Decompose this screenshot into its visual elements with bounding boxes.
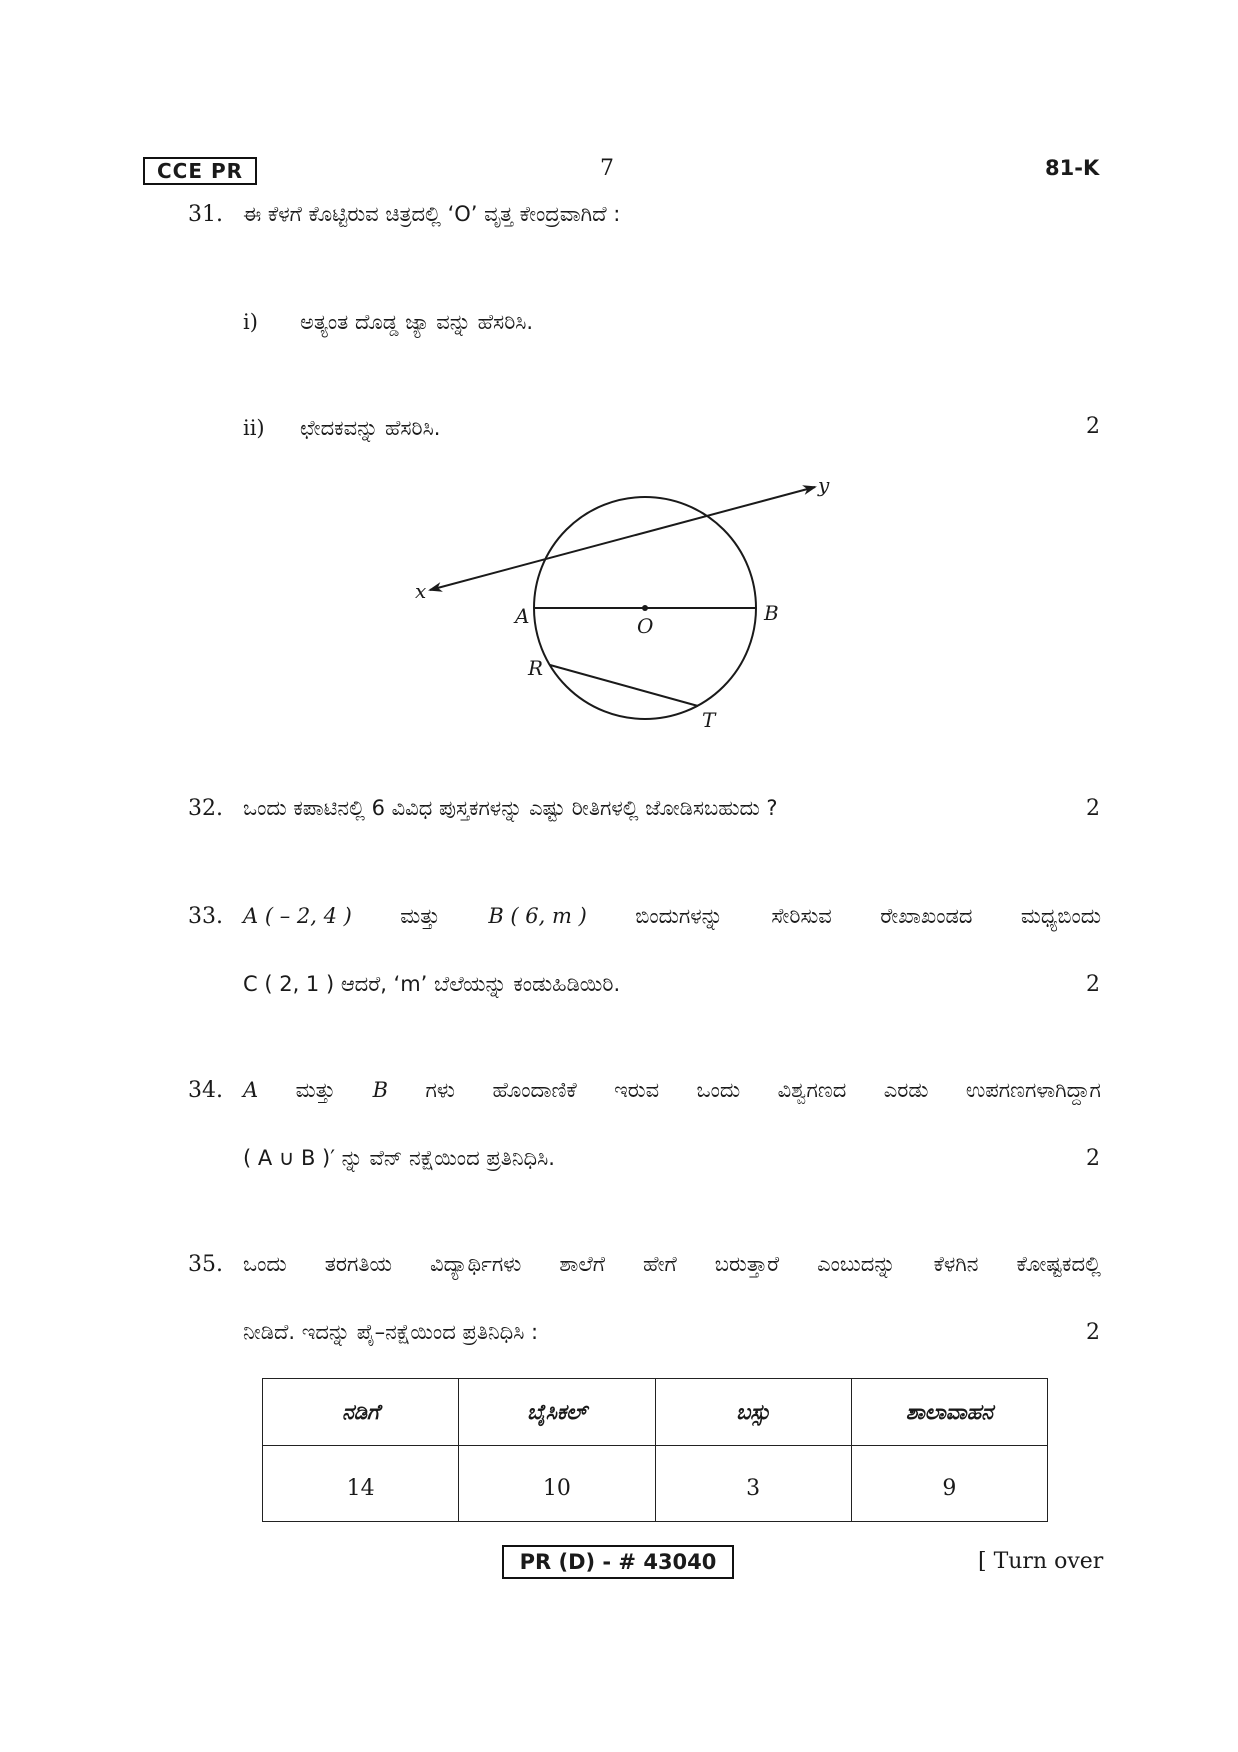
table-header-cell: ಬಸ್ಸು <box>655 1379 851 1446</box>
q35-number: 35. <box>188 1252 223 1277</box>
label-r: R <box>528 656 544 680</box>
transport-table <box>262 1378 1048 1522</box>
q34-line2: ( A ∪ B )′ ನ್ನು ವೆನ್ ನಕ್ಷೆಯಿಂದ ಪ್ರತಿನಿಧಿಸಿ. <box>243 1146 555 1170</box>
label-x: x <box>415 579 427 603</box>
q32-number: 32. <box>188 796 223 821</box>
label-a: A <box>515 604 530 628</box>
q32-marks: 2 <box>1086 796 1100 821</box>
center-point <box>642 605 648 611</box>
exam-code-box: CCE PR <box>143 157 257 185</box>
label-t: T <box>702 708 716 732</box>
table-header-cell: ಶಾಲಾವಾಹನ <box>851 1379 1047 1446</box>
q35-word: ಶಾಲೆಗೆ <box>559 1252 605 1276</box>
q33-line2: C ( 2, 1 ) ಆದರೆ, ‘m’ ಬೆಲೆಯನ್ನು ಕಂಡುಹಿಡಿಯಿರಿ. <box>243 972 621 996</box>
paper-code: 81-K <box>1045 156 1100 180</box>
q34-line1 <box>243 1078 1101 1103</box>
q35-word: ಒಂದು <box>243 1252 287 1276</box>
table-header-row <box>263 1379 1048 1446</box>
label-b: B <box>764 601 779 625</box>
q31-sub-i-text: ಅತ್ಯಂತ ದೊಡ್ಡ ಜ್ಯಾ ವನ್ನು ಹೆಸರಿಸಿ. <box>300 310 534 334</box>
q33-line1 <box>243 904 1101 929</box>
table-cell: 3 <box>655 1446 851 1522</box>
q35-word: ವಿದ್ಯಾರ್ಥಿಗಳು <box>430 1252 522 1276</box>
q33-number: 33. <box>188 904 223 929</box>
secant-xy <box>430 487 815 590</box>
table-cell: 14 <box>263 1446 459 1522</box>
q35-marks: 2 <box>1086 1320 1100 1345</box>
q34-word: ಗಳು <box>425 1078 455 1102</box>
table-row <box>263 1446 1048 1522</box>
q35-word: ತರಗತಿಯ <box>324 1252 392 1276</box>
table-header-cell: ನಡಿಗೆ <box>263 1379 459 1446</box>
table-header-cell: ಬೈಸಿಕಲ್ <box>459 1379 655 1446</box>
q34-word: ಉಪಗಣಗಳಾಗಿದ್ದಾಗ <box>965 1078 1101 1102</box>
label-y: y <box>818 473 830 497</box>
q31-text: ಈ ಕೆಳಗೆ ಕೊಟ್ಟಿರುವ ಚಿತ್ರದಲ್ಲಿ ‘O’ ವೃತ್ತ ಕೇಂದ್ರವಾಗಿದೆ : <box>243 202 621 226</box>
page-number: 7 <box>600 156 614 181</box>
q31-sub-i-label: i) <box>243 310 258 334</box>
q34-word: ವಿಶ್ವಗಣದ <box>777 1078 847 1102</box>
q35-word: ಎಂಬುದನ್ನು <box>817 1252 896 1276</box>
q31-marks: 2 <box>1086 414 1100 439</box>
q35-word: ಕೋಷ್ಟಕದಲ್ಲಿ <box>1016 1252 1101 1276</box>
q31-number: 31. <box>188 202 223 227</box>
q34-set-a: A <box>243 1078 259 1102</box>
turn-over: [ Turn over <box>978 1549 1104 1574</box>
q33-marks: 2 <box>1086 972 1100 997</box>
table-cell: 9 <box>851 1446 1047 1522</box>
q34-word: ಇರುವ <box>614 1078 660 1102</box>
q34-set-b: B <box>372 1078 389 1102</box>
q33-word: ಬಿಂದುಗಳನ್ನು <box>635 904 723 928</box>
circle-figure <box>400 470 860 740</box>
q34-marks: 2 <box>1086 1146 1100 1171</box>
q31-sub-ii-text: ಛೇದಕವನ್ನು ಹೆಸರಿಸಿ. <box>300 416 441 440</box>
table-cell: 10 <box>459 1446 655 1522</box>
q33-point-b: B ( 6, m ) <box>488 904 587 928</box>
label-o: O <box>637 614 654 638</box>
q35-line2: ನೀಡಿದೆ. ಇದನ್ನು ಪೈ–ನಕ್ಷೆಯಿಂದ ಪ್ರತಿನಿಧಿಸಿ : <box>243 1320 539 1344</box>
q34-word: ಮತ್ತು <box>295 1078 336 1102</box>
q34-word: ಹೊಂದಾಣಿಕೆ <box>492 1078 577 1102</box>
q32-text: ಒಂದು ಕಪಾಟಿನಲ್ಲಿ 6 ವಿವಿಧ ಪುಸ್ತಕಗಳನ್ನು ಎಷ್ಟು ರೀತಿಗಳಲ್ಲಿ ಜೋಡಿಸಬಹುದು ? <box>243 796 778 820</box>
q33-word: ಮಧ್ಯಬಿಂದು <box>1020 904 1101 928</box>
chord-rt <box>550 665 698 706</box>
q34-number: 34. <box>188 1078 223 1103</box>
q31-sub-ii-label: ii) <box>243 416 265 440</box>
q33-word: ಸೇರಿಸುವ <box>771 904 832 928</box>
q35-word: ಹೇಗೆ <box>643 1252 677 1276</box>
footer-code-box: PR (D) - # 43040 <box>502 1545 734 1579</box>
q33-point-a: A ( – 2, 4 ) <box>243 904 352 928</box>
q35-line1 <box>243 1252 1101 1277</box>
q34-word: ಒಂದು <box>696 1078 741 1102</box>
q33-word: ಮತ್ತು <box>400 904 440 928</box>
q33-word: ರೇಖಾಖಂಡದ <box>880 904 973 928</box>
q35-word: ಬರುತ್ತಾರೆ <box>714 1252 780 1276</box>
q34-word: ಎರಡು <box>883 1078 929 1102</box>
q35-word: ಕೆಳಗಿನ <box>933 1252 979 1276</box>
